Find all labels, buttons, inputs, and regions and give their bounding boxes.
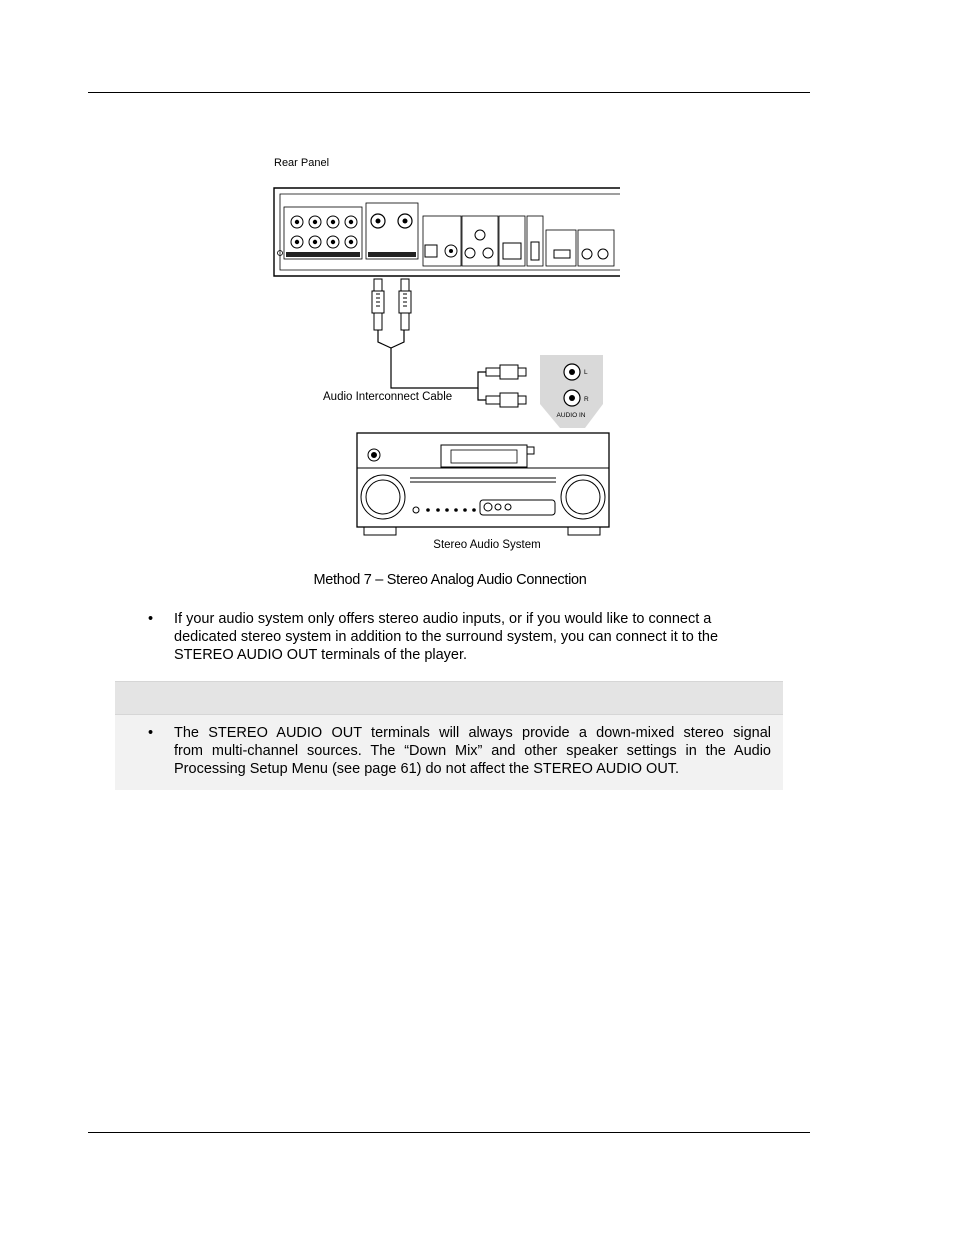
- bullet-symbol: •: [148, 725, 154, 741]
- audio-in-callout: [540, 355, 603, 428]
- rca-plugs-receiver: [486, 365, 526, 407]
- audio-in-label: AUDIO IN: [556, 412, 586, 419]
- cable-label: Audio Interconnect Cable: [323, 391, 453, 403]
- bullet-line: from multi-channel sources. The “Down Mix” and other speaker settings in the Audio: [174, 743, 771, 759]
- bullet-line: dedicated stereo system in addition to the surround system, you can connect it to the: [174, 629, 719, 645]
- bullet-line: Processing Setup Menu (see page 61) do not affect the STEREO AUDIO OUT.: [174, 761, 680, 777]
- bullet-line: STEREO AUDIO OUT terminals of the player.: [174, 647, 468, 663]
- bullet-text: [174, 610, 774, 664]
- audio-cable: [378, 330, 486, 400]
- audio-in-left-label: L: [584, 369, 588, 376]
- bullet-line: The STEREO AUDIO OUT terminals will always provide a down-mixed stereo signal: [174, 725, 771, 741]
- bullet-line: If your audio system only offers stereo audio inputs, or if you would like to connect a: [174, 611, 712, 627]
- figure-caption: Method 7 – Stereo Analog Audio Connection: [313, 572, 587, 588]
- bullet-symbol: •: [148, 611, 154, 627]
- bullet-text: [174, 724, 771, 778]
- rca-plugs-player: [372, 279, 411, 330]
- stereo-receiver: [357, 433, 609, 535]
- receiver-label: Stereo Audio System: [433, 539, 541, 551]
- audio-in-right-label: R: [584, 396, 589, 403]
- rear-panel-label: Rear Panel: [274, 157, 330, 169]
- footer-rule: [88, 1132, 810, 1133]
- player-rear-panel: [274, 188, 620, 276]
- note-header-bar: [115, 681, 783, 715]
